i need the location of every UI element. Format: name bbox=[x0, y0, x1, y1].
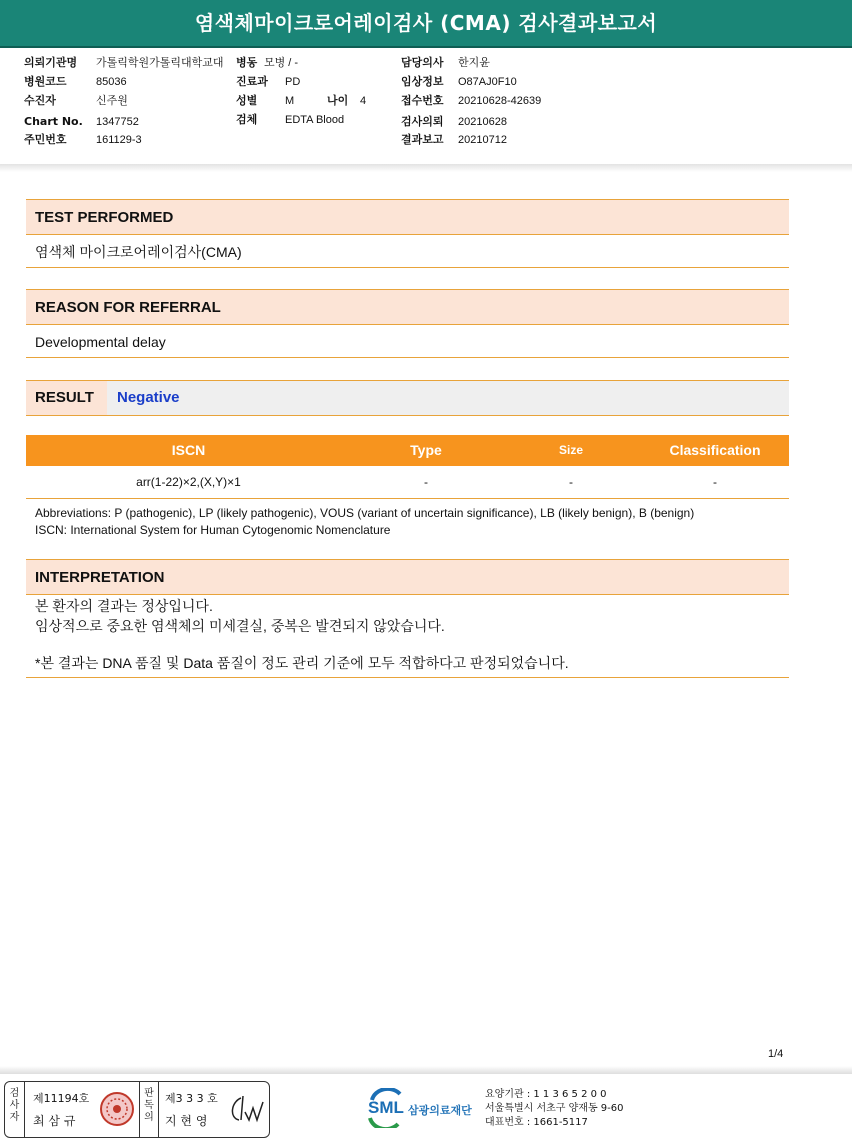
ward-value: 모병 / - bbox=[264, 57, 299, 69]
id-no-value: 161129-3 bbox=[96, 134, 142, 146]
cell-size: - bbox=[569, 475, 573, 489]
result-label: RESULT bbox=[26, 381, 107, 415]
department-label: 진료과 bbox=[236, 75, 268, 88]
specimen-label: 검체 bbox=[236, 113, 258, 126]
sex-value: M bbox=[285, 95, 295, 107]
referral-heading: REASON FOR REFERRAL bbox=[26, 289, 789, 325]
result-row bbox=[26, 380, 789, 416]
physician-label: 판독의 bbox=[139, 1082, 159, 1137]
interpretation-note: *본 결과는 DNA 품질 및 Data 품질이 정도 관리 기준에 모두 적합하다고 판정되었습니다. bbox=[35, 655, 569, 671]
cell-classification: - bbox=[713, 475, 717, 489]
phone: 대표번호 : 1661-5117 bbox=[485, 1117, 588, 1128]
header-shadow bbox=[0, 164, 852, 172]
chart-no-label: Chart No. bbox=[24, 115, 83, 128]
org-name: 삼광의료재단 bbox=[408, 1104, 472, 1117]
address: 서울특별시 서초구 양재동 9-60 bbox=[485, 1103, 624, 1114]
physician-name: 지 현 영 bbox=[165, 1114, 208, 1128]
department-value: PD bbox=[285, 76, 301, 88]
examiner-label: 검사자 bbox=[5, 1082, 25, 1137]
clinical-info-label: 임상정보 bbox=[401, 75, 444, 88]
sex-label: 성별 bbox=[236, 94, 258, 107]
result-table-header bbox=[26, 435, 789, 466]
interpretation-body bbox=[26, 596, 789, 678]
col-classification: Classification bbox=[669, 442, 761, 458]
cell-iscn: arr(1-22)×2,(X,Y)×1 bbox=[136, 475, 241, 489]
age-label: 나이 bbox=[327, 94, 349, 107]
report-date-label: 결과보고 bbox=[401, 133, 444, 146]
test-performed-heading: TEST PERFORMED bbox=[26, 199, 789, 235]
hospital-code-value: 85036 bbox=[96, 76, 127, 88]
sml-logo-text: SML bbox=[368, 1098, 404, 1117]
doctor-value: 한지윤 bbox=[458, 57, 490, 69]
col-type: Type bbox=[410, 442, 442, 458]
physician-license: 제3 3 3 호 bbox=[165, 1092, 218, 1105]
signature-scribble bbox=[227, 1092, 265, 1126]
clinical-info-value: O87AJ0F10 bbox=[458, 76, 517, 88]
request-date-value: 20210628 bbox=[458, 116, 507, 128]
examinee-value: 신주원 bbox=[96, 95, 128, 107]
examiner-license: 제11194호 bbox=[33, 1092, 90, 1105]
report-title: 염색체마이크로어레이검사 (CMA) 검사결과보고서 bbox=[0, 0, 852, 48]
sml-logo bbox=[366, 1088, 478, 1132]
chart-no-value: 1347752 bbox=[96, 116, 139, 128]
interpretation-heading: INTERPRETATION bbox=[26, 559, 789, 595]
age-value: 4 bbox=[360, 95, 367, 107]
report-date-value: 20210712 bbox=[458, 134, 507, 146]
doctor-label: 담당의사 bbox=[401, 56, 444, 69]
interpretation-line: 본 환자의 결과는 정상입니다. bbox=[35, 598, 213, 614]
care-institution-code: 요양기관 : 1 1 3 6 5 2 0 0 bbox=[485, 1089, 607, 1100]
abbreviations-line: Abbreviations: P (pathogenic), LP (likely pathogenic), VOUS (variant of uncertain significance), LB (likely benign), B (benign) bbox=[35, 506, 695, 520]
col-iscn: ISCN bbox=[171, 442, 206, 458]
abbreviations bbox=[35, 505, 795, 539]
patient-info-header bbox=[0, 48, 852, 165]
hospital-code-label: 병원코드 bbox=[24, 75, 67, 88]
receipt-no-value: 20210628-42639 bbox=[458, 95, 542, 107]
id-no-label: 주민번호 bbox=[24, 133, 67, 146]
seal-stamp bbox=[99, 1091, 135, 1127]
col-size: Size bbox=[558, 443, 583, 457]
examiner-name: 최 삼 규 bbox=[33, 1114, 76, 1128]
examinee-label: 수진자 bbox=[24, 94, 56, 107]
iscn-definition: ISCN: International System for Human Cytogenomic Nomenclature bbox=[35, 523, 391, 537]
signature-box bbox=[4, 1081, 270, 1138]
institution-label: 의뢰기관명 bbox=[24, 56, 78, 69]
specimen-value: EDTA Blood bbox=[285, 114, 345, 126]
table-row bbox=[26, 467, 789, 499]
test-performed-text: 염색체 마이크로어레이검사(CMA) bbox=[26, 236, 789, 268]
ward-label: 병동 bbox=[236, 56, 258, 69]
page-number: 1/4 bbox=[768, 1048, 784, 1060]
cell-type: - bbox=[424, 475, 428, 489]
institution-value: 가톨릭학원가톨릭대학교대 bbox=[96, 57, 224, 69]
footer-info bbox=[485, 1088, 624, 1130]
result-value: Negative bbox=[117, 389, 180, 406]
receipt-no-label: 접수번호 bbox=[401, 94, 444, 107]
interpretation-line: 임상적으로 중요한 염색체의 미세결실, 중복은 발견되지 않았습니다. bbox=[35, 618, 445, 634]
footer-separator bbox=[0, 1066, 852, 1074]
referral-text: Developmental delay bbox=[26, 326, 789, 358]
request-date-label: 검사의뢰 bbox=[401, 115, 444, 128]
